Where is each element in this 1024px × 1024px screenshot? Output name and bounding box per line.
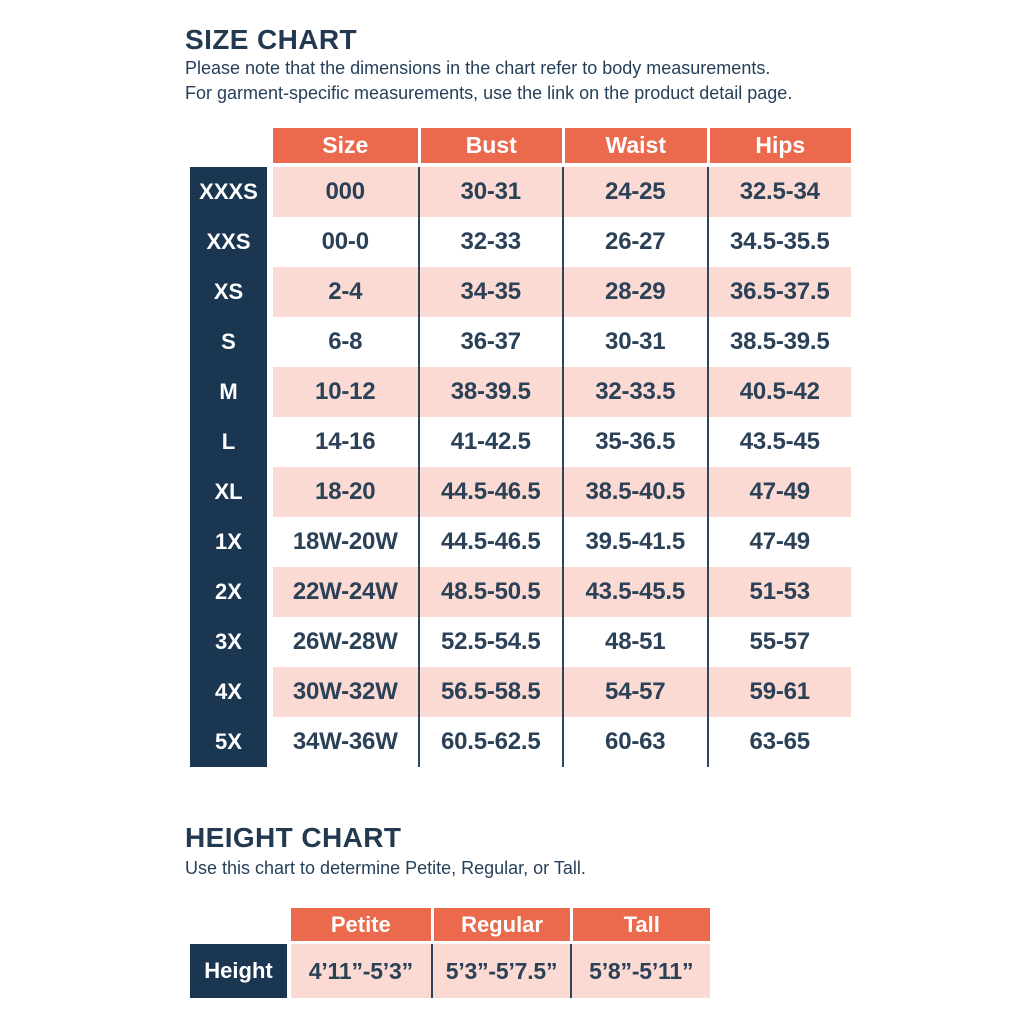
bust-cell: 34-35 xyxy=(418,267,563,317)
bust-cell: 56.5-58.5 xyxy=(418,667,563,717)
table-row xyxy=(190,517,851,567)
bust-cell: 41-42.5 xyxy=(418,417,563,467)
size-cell: 6-8 xyxy=(273,317,418,367)
size-cell: 30W-32W xyxy=(273,667,418,717)
row-label: 1X xyxy=(190,517,267,567)
bust-cell: 52.5-54.5 xyxy=(418,617,563,667)
bust-cell: 30-31 xyxy=(418,167,563,217)
hips-cell: 63-65 xyxy=(707,717,852,767)
table-row xyxy=(190,367,851,417)
size-chart-title: SIZE CHART xyxy=(185,24,357,55)
hips-cell: 47-49 xyxy=(707,517,852,567)
height-table-header xyxy=(190,908,710,941)
table-row xyxy=(190,317,851,367)
bust-cell: 44.5-46.5 xyxy=(418,467,563,517)
waist-cell: 54-57 xyxy=(562,667,707,717)
size-cell: 34W-36W xyxy=(273,717,418,767)
hips-cell: 47-49 xyxy=(707,467,852,517)
height-chart-description: Use this chart to determine Petite, Regular, or Tall. xyxy=(185,858,586,878)
column-header-regular: Regular xyxy=(431,908,571,941)
row-label: XS xyxy=(190,267,267,317)
height-table xyxy=(190,908,710,998)
row-label: XXS xyxy=(190,217,267,267)
row-label: L xyxy=(190,417,267,467)
table-row xyxy=(190,417,851,467)
waist-cell: 60-63 xyxy=(562,717,707,767)
table-row xyxy=(190,267,851,317)
bust-cell: 48.5-50.5 xyxy=(418,567,563,617)
table-row xyxy=(190,717,851,767)
header-spacer xyxy=(190,908,287,941)
petite-cell: 4’11”-5’3” xyxy=(291,944,431,998)
waist-cell: 43.5-45.5 xyxy=(562,567,707,617)
size-chart-description xyxy=(185,56,792,106)
size-table xyxy=(190,128,851,767)
waist-cell: 28-29 xyxy=(562,267,707,317)
bust-cell: 44.5-46.5 xyxy=(418,517,563,567)
hips-cell: 43.5-45 xyxy=(707,417,852,467)
column-header-tall: Tall xyxy=(570,908,710,941)
size-cell: 22W-24W xyxy=(273,567,418,617)
waist-cell: 26-27 xyxy=(562,217,707,267)
hips-cell: 32.5-34 xyxy=(707,167,852,217)
table-row xyxy=(190,567,851,617)
waist-cell: 48-51 xyxy=(562,617,707,667)
column-header-hips: Hips xyxy=(707,128,852,163)
column-header-size: Size xyxy=(273,128,418,163)
hips-cell: 34.5-35.5 xyxy=(707,217,852,267)
column-header-petite: Petite xyxy=(291,908,431,941)
row-label-height: Height xyxy=(190,944,287,998)
size-table-header xyxy=(190,128,851,163)
size-cell: 2-4 xyxy=(273,267,418,317)
hips-cell: 40.5-42 xyxy=(707,367,852,417)
column-header-waist: Waist xyxy=(562,128,707,163)
size-cell: 26W-28W xyxy=(273,617,418,667)
waist-cell: 38.5-40.5 xyxy=(562,467,707,517)
regular-cell: 5’3”-5’7.5” xyxy=(431,944,571,998)
bust-cell: 60.5-62.5 xyxy=(418,717,563,767)
tall-cell: 5’8”-5’11” xyxy=(570,944,710,998)
hips-cell: 55-57 xyxy=(707,617,852,667)
size-cell: 18W-20W xyxy=(273,517,418,567)
row-label: XL xyxy=(190,467,267,517)
bust-cell: 38-39.5 xyxy=(418,367,563,417)
table-row xyxy=(190,467,851,517)
hips-cell: 59-61 xyxy=(707,667,852,717)
size-cell: 000 xyxy=(273,167,418,217)
height-chart-title: HEIGHT CHART xyxy=(185,822,402,853)
hips-cell: 38.5-39.5 xyxy=(707,317,852,367)
row-label: M xyxy=(190,367,267,417)
row-label: 5X xyxy=(190,717,267,767)
size-cell: 10-12 xyxy=(273,367,418,417)
table-row xyxy=(190,617,851,667)
bust-cell: 36-37 xyxy=(418,317,563,367)
hips-cell: 36.5-37.5 xyxy=(707,267,852,317)
size-chart-description-line1: Please note that the dimensions in the chart refer to body measurements. xyxy=(185,58,771,78)
waist-cell: 32-33.5 xyxy=(562,367,707,417)
waist-cell: 35-36.5 xyxy=(562,417,707,467)
size-cell: 00-0 xyxy=(273,217,418,267)
row-label: 4X xyxy=(190,667,267,717)
hips-cell: 51-53 xyxy=(707,567,852,617)
waist-cell: 24-25 xyxy=(562,167,707,217)
bust-cell: 32-33 xyxy=(418,217,563,267)
row-label: S xyxy=(190,317,267,367)
table-row xyxy=(190,667,851,717)
size-chart-description-line2: For garment-specific measurements, use the link on the product detail page. xyxy=(185,83,793,103)
row-label: 3X xyxy=(190,617,267,667)
row-label: XXXS xyxy=(190,167,267,217)
height-row xyxy=(190,944,710,998)
column-header-bust: Bust xyxy=(418,128,563,163)
waist-cell: 30-31 xyxy=(562,317,707,367)
row-label: 2X xyxy=(190,567,267,617)
size-cell: 14-16 xyxy=(273,417,418,467)
waist-cell: 39.5-41.5 xyxy=(562,517,707,567)
table-row xyxy=(190,217,851,267)
header-spacer xyxy=(190,128,267,163)
size-cell: 18-20 xyxy=(273,467,418,517)
table-row xyxy=(190,167,851,217)
